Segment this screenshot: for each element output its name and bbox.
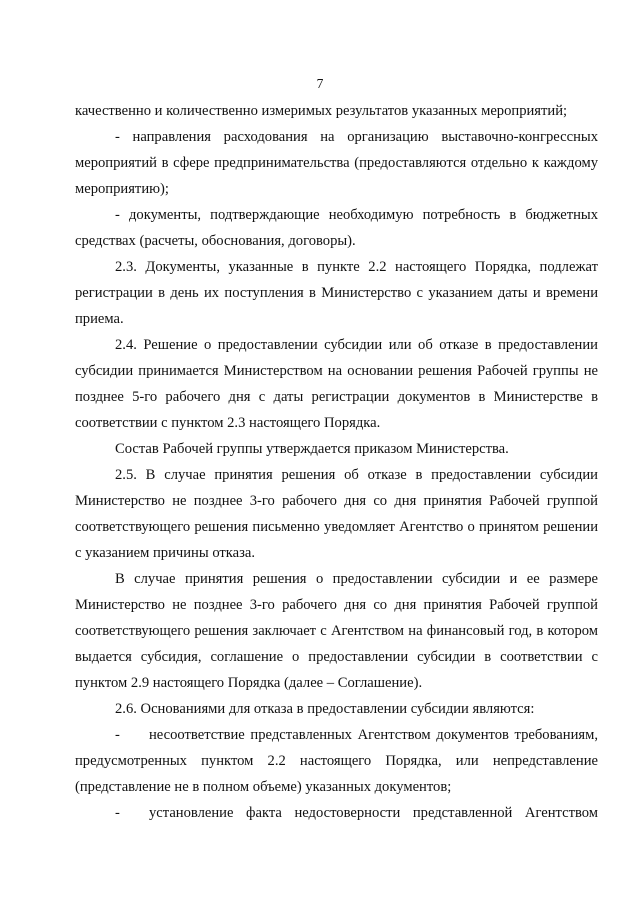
- list-dash: -: [115, 805, 120, 821]
- list-dash: -: [115, 727, 120, 743]
- refusal-ground-item: [75, 722, 598, 800]
- refusal-ground-text: несоответствие представленных Агентством документов требованиям, предусмотренных пунктом 2.2 настоящего Порядка, или непредставление (представление не в полном объеме) указанных документов;: [75, 727, 598, 795]
- refusal-ground-item: [75, 800, 598, 826]
- refusal-ground-text: установление факта недостоверности представленной Агентством: [149, 805, 598, 821]
- paragraph-list-item-documents: - документы, подтверждающие необходимую потребность в бюджетных средствах (расчеты, обоснования, договоры).: [75, 207, 598, 249]
- page-number: 7: [316, 76, 324, 91]
- paragraph-2-4: 2.4. Решение о предоставлении субсидии или об отказе в предоставлении субсидии принимается Министерством на основании решения Рабочей группы не позднее 5-го рабочего дня с даты регистрации документов в Министерстве в соответствии с пунктом 2.3 настоящего Порядка.: [75, 337, 598, 431]
- paragraph-subsidy-agreement: В случае принятия решения о предоставлении субсидии и ее размере Министерство не позднее 3-го рабочего дня со дня принятия Рабочей группой соответствующего решения заключает с Агентством на финансовый год, в котором выдается субсидия, соглашение о предоставлении субсидии в соответствии с пунктом 2.9 настоящего Порядка (далее – Соглашение).: [75, 571, 598, 691]
- paragraph-list-item-directions: - направления расходования на организацию выставочно-конгрессных мероприятий в сфере предпринимательства (предоставляются отдельно к каждому мероприятию);: [75, 129, 598, 197]
- paragraph-continuation: качественно и количественно измеримых результатов указанных мероприятий;: [75, 103, 568, 119]
- paragraph-2-6: 2.6. Основаниями для отказа в предоставлении субсидии являются:: [115, 701, 535, 717]
- document-body: [75, 98, 598, 826]
- paragraph-2-3: 2.3. Документы, указанные в пункте 2.2 настоящего Порядка, подлежат регистрации в день их поступления в Министерство с указанием даты и времени приема.: [75, 259, 598, 327]
- paragraph-2-5: 2.5. В случае принятия решения об отказе в предоставлении субсидии Министерство не позднее 3-го рабочего дня со дня принятия Рабочей группой соответствующего решения письменно уведомляет Агентство о принятом решении с указанием причины отказа.: [75, 467, 598, 561]
- paragraph-working-group: Состав Рабочей группы утверждается приказом Министерства.: [115, 441, 509, 457]
